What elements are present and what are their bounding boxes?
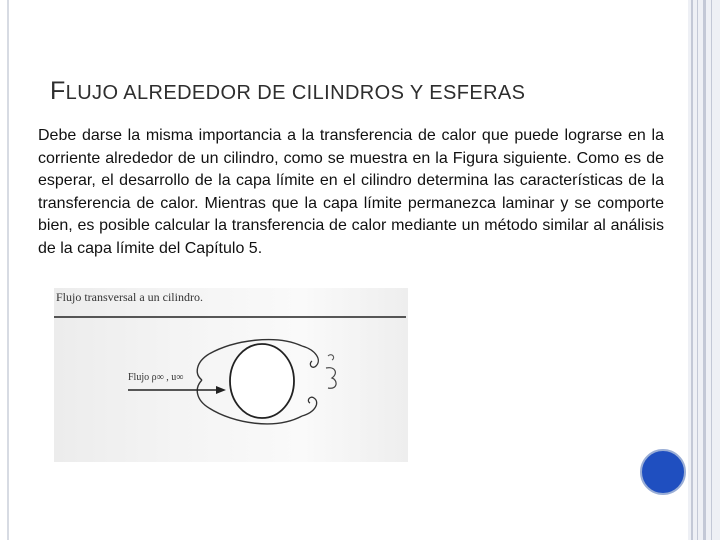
wake-eddy-small xyxy=(328,355,334,360)
cylinder-flow-figure xyxy=(54,288,408,462)
flow-arrow-head xyxy=(216,386,226,394)
slide-title xyxy=(50,77,525,106)
right-band-line xyxy=(703,0,706,540)
wake-eddy xyxy=(326,368,336,389)
cylinder-flow-drawing xyxy=(54,288,408,462)
title-rest: LUJO ALREDEDOR DE CILINDROS Y ESFERAS xyxy=(65,82,526,104)
right-band-line xyxy=(691,0,693,540)
cylinder xyxy=(230,344,294,418)
right-band-line xyxy=(697,0,698,540)
flow-label: Flujo ρ∞ , u∞ xyxy=(128,372,184,383)
title-initial: F xyxy=(50,77,66,105)
figure-caption: Flujo transversal a un cilindro. xyxy=(56,290,203,304)
lower-vortex xyxy=(302,397,317,416)
left-border-rule xyxy=(7,0,9,540)
right-band-line xyxy=(711,0,712,540)
body-paragraph: Debe darse la misma importancia a la transferencia de calor que puede lograrse en la corriente alrededor de un cilindro, como se muestra en la Figura siguiente. Como es de esperar, el desarrollo de la capa límite en el cilindro determina las características de la transferencia de calor. Mientras que la capa límite permanezca laminar y se comporte bien, es posible calcular la transferencia de calor mediante un método similar al análisis de la capa límite del Capítulo 5. xyxy=(38,127,664,257)
upper-vortex xyxy=(302,346,318,367)
nav-circle-button[interactable] xyxy=(640,449,686,495)
lower-boundary-layer-front xyxy=(197,380,209,408)
upper-boundary-layer-front xyxy=(197,354,209,380)
